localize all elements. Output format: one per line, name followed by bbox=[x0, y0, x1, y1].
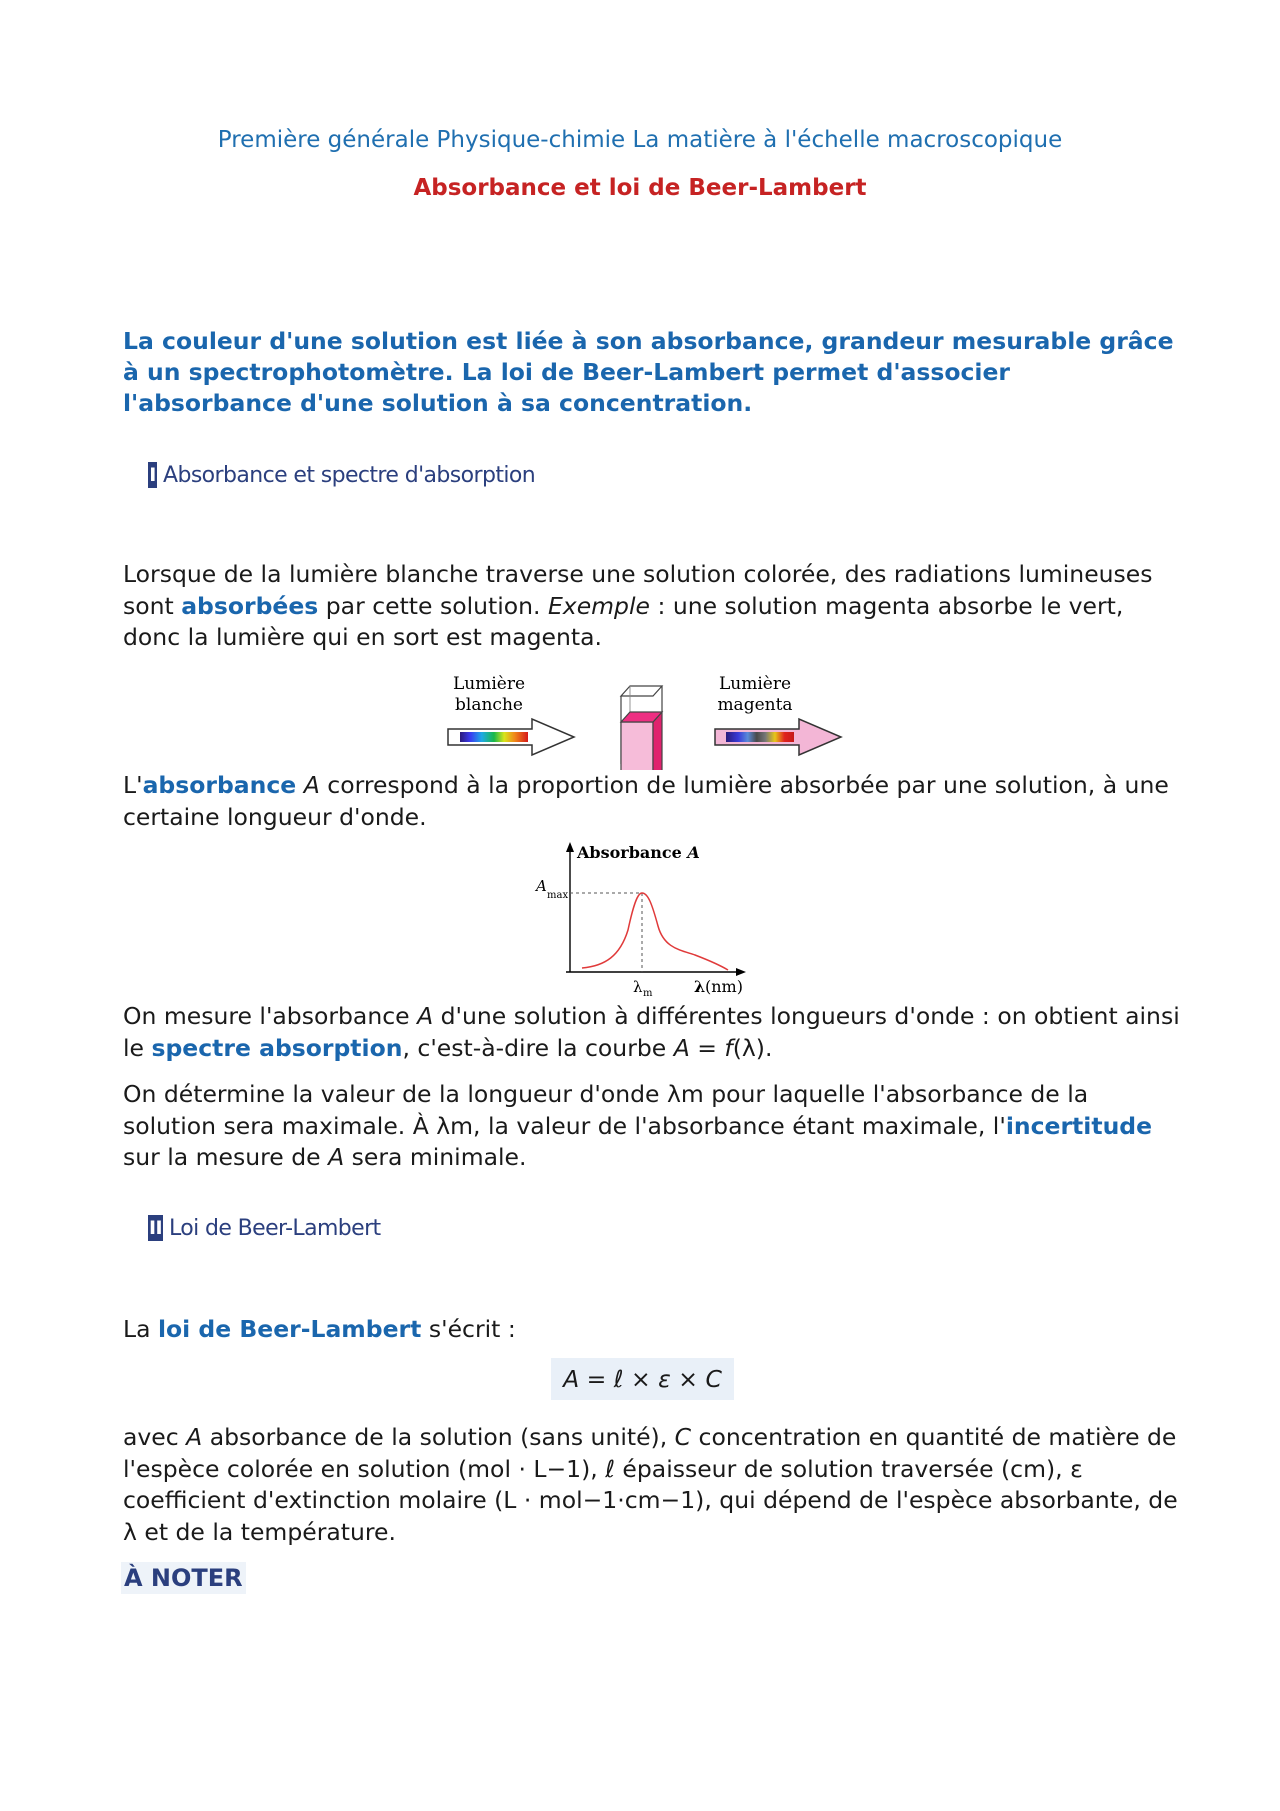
section-title-2: Loi de Beer-Lambert bbox=[168, 1215, 381, 1241]
text: = bbox=[689, 1033, 725, 1062]
symbol-l: ℓ bbox=[605, 1454, 615, 1483]
paragraph-law-intro bbox=[123, 1314, 1183, 1346]
cuvette bbox=[621, 686, 662, 770]
beer-lambert-formula: A = ℓ × ε × C bbox=[551, 1358, 734, 1400]
text: d'une solution à différentes longueurs d'onde : on obtient ainsi le bbox=[123, 1002, 1180, 1062]
text: correspond à la proportion de lumière absorbée par une solution, à une certaine longueur d'onde. bbox=[123, 771, 1169, 831]
text: absorbance de la solution (sans unité), bbox=[202, 1423, 675, 1451]
label-magenta-light-1: Lumière bbox=[718, 674, 792, 694]
x-axis-arrow bbox=[736, 968, 746, 976]
text: On mesure l'absorbance bbox=[123, 1002, 418, 1030]
text: Lorsque de la lumière blanche traverse une solution colorée, des radiations lumineuses sont bbox=[123, 560, 1153, 620]
absorbance-curve bbox=[582, 893, 728, 970]
symbol-C: C bbox=[674, 1423, 692, 1451]
text: avec bbox=[123, 1423, 187, 1451]
y-axis-label-var: A bbox=[687, 843, 700, 862]
lambda-m-subscript: m bbox=[643, 988, 653, 999]
course-header: Première générale Physique-chimie La matière à l'échelle macroscopique bbox=[217, 127, 1063, 153]
keyword-absorbees: absorbées bbox=[181, 591, 319, 620]
paragraph-absorbance-definition bbox=[123, 770, 1183, 833]
text: L' bbox=[123, 771, 143, 799]
text: , c'est-à-dire la courbe bbox=[402, 1033, 674, 1062]
y-axis-label bbox=[576, 843, 700, 862]
symbol-A: A bbox=[673, 1033, 690, 1062]
label-magenta-light-2: magenta bbox=[717, 695, 793, 715]
x-axis-label-var: λ bbox=[694, 977, 706, 996]
section-title-1: Absorbance et spectre d'absorption bbox=[163, 462, 536, 488]
spectrum-white bbox=[460, 732, 528, 742]
text: concentration en quantité de matière de l'espèce colorée en solution (mol · L−1), bbox=[123, 1423, 1177, 1483]
figure-absorption-spectrum bbox=[530, 838, 760, 1000]
spectrum-magenta bbox=[726, 732, 794, 742]
label-magenta-light bbox=[717, 674, 792, 715]
paragraph-law-variables bbox=[123, 1422, 1183, 1548]
symbol-A: A bbox=[186, 1423, 203, 1451]
note-heading: À NOTER bbox=[121, 1562, 246, 1594]
amax-label: A bbox=[536, 877, 547, 895]
x-axis-label-unit: (nm) bbox=[705, 977, 743, 996]
symbol-A: A bbox=[417, 1002, 434, 1030]
lambda-m-label: λ bbox=[633, 978, 643, 996]
y-axis-arrow bbox=[566, 842, 574, 852]
label-white-light-2: blanche bbox=[455, 695, 523, 715]
page-title: Absorbance et loi de Beer-Lambert bbox=[413, 175, 867, 201]
text: s'écrit : bbox=[421, 1315, 516, 1343]
figure-light-through-solution bbox=[440, 668, 860, 770]
label-white-light-1: Lumière bbox=[452, 674, 526, 694]
paragraph-lambda-max bbox=[123, 1079, 1183, 1174]
keyword-beer-lambert: loi de Beer-Lambert bbox=[157, 1315, 422, 1343]
cuvette-liquid bbox=[621, 722, 653, 770]
text: sur la mesure de bbox=[123, 1143, 329, 1171]
text: par cette solution. bbox=[318, 591, 548, 620]
y-axis-label-text: Absorbance bbox=[577, 843, 682, 862]
symbol-f: f bbox=[724, 1033, 733, 1062]
text bbox=[296, 771, 303, 799]
symbol-A: A bbox=[328, 1143, 345, 1171]
label-white-light bbox=[453, 674, 525, 715]
text: La bbox=[123, 1315, 158, 1343]
section-heading-2 bbox=[148, 1215, 381, 1241]
amax-subscript: max bbox=[547, 890, 569, 901]
keyword-incertitude: incertitude bbox=[1005, 1111, 1153, 1140]
section-numeral-1: I bbox=[149, 464, 156, 486]
symbol-A: A bbox=[303, 771, 320, 799]
text: : une solution magenta absorbe le vert, donc la lumière qui en sort est magenta. bbox=[123, 591, 1124, 651]
intro-summary: La couleur d'une solution est liée à son absorbance, grandeur mesurable grâce à un spectrophotomètre. La loi de Beer-Lambert permet d'associer l'absorbance d'une solution à sa concentration. bbox=[123, 327, 1174, 417]
section-numeral-2: II bbox=[149, 1217, 162, 1239]
keyword-absorbance: absorbance bbox=[142, 771, 297, 799]
text: (λ). bbox=[732, 1033, 773, 1062]
text: On détermine la valeur de la longueur d'onde λm pour laquelle l'absorbance de la solution sera maximale. À λm, la valeur de l'absorbance étant maximale, l' bbox=[123, 1080, 1089, 1140]
paragraph-absorption bbox=[123, 559, 1183, 654]
text: épaisseur de solution traversée (cm), ε coefficient d'extinction molaire (L · mol−1·cm−1), qui dépend de l'espèce absorbante, de λ et de la température. bbox=[123, 1454, 1178, 1546]
keyword-spectre-absorption: spectre absorption bbox=[151, 1033, 403, 1062]
example-label: Exemple bbox=[547, 591, 650, 620]
section-heading-1 bbox=[148, 462, 535, 488]
text: sera minimale. bbox=[344, 1143, 527, 1171]
paragraph-spectrum bbox=[123, 1001, 1183, 1064]
